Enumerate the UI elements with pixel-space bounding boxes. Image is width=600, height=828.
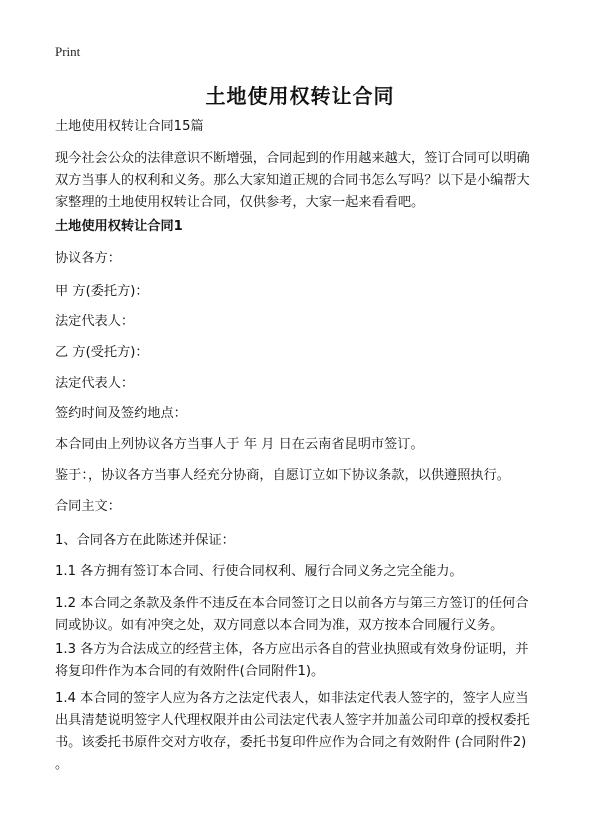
clause-line: 书。该委托书原件交对方收存，委托书复印件应作为合同之有效附件 (合同附件2) [55,735,527,750]
party-a: 甲 方(委托方)： [55,284,149,299]
intro-paragraph [55,148,555,214]
print-link[interactable]: Print [55,44,81,59]
intro-line: 现今社会公众的法律意识不断增强，合同起到的作用越来越大，签订合同可以明确 [55,151,530,166]
sign-statement: 本合同由上列协议各方当事人于 年 月 日在云南省昆明市签订。 [55,437,424,452]
party-b: 乙 方(受托方)： [55,345,149,360]
clause-line: 1.3 各方为合法成立的经营主体，各方应出示各自的营业执照或有效身份证明，并 [55,642,529,657]
intro-line: 双方当事人的权利和义务。那么大家知道正规的合同书怎么写吗？以下是小编帮大 [55,173,530,188]
clause-1-1: 1.1 各方拥有签订本合同、行使合同权利、履行合同义务之完全能力。 [55,564,463,579]
section-heading: 土地使用权转让合同1 [55,219,183,234]
whereas-clause: 鉴于：，协议各方当事人经充分协商，自愿订立如下协议条款，以供遵照执行。 [55,468,510,483]
body-label: 合同主文： [55,499,121,514]
clause-line: 出具清楚说明签字人代理权限并由公司法定代表人签字并加盖公司印章的授权委托 [55,713,530,728]
clause-1-2 [55,593,555,637]
document-subtitle: 土地使用权转让合同15篇 [55,119,204,134]
clause-1-4 [55,688,555,776]
sign-time-place: 签约时间及签约地点： [55,406,187,421]
parties-label: 协议各方： [55,251,121,266]
legal-rep-b: 法定代表人： [55,376,135,391]
intro-line: 家整理的土地使用权转让合同，仅供参考，大家一起来看看吧。 [55,195,425,210]
clause-line: 将复印件作为本合同的有效附件(合同附件1)。 [55,664,325,679]
page-title: 土地使用权转让合同 [205,84,395,108]
clause-line: 同或协议。如有冲突之处，双方同意以本合同为准，双方按本合同履行义务。 [55,618,504,633]
clause-1: 1、合同各方在此陈述并保证： [55,533,235,548]
legal-rep-a: 法定代表人： [55,314,135,329]
clause-1-3 [55,639,555,683]
clause-line: 1.2 本合同之条款及条件不违反在本合同签订之日以前各方与第三方签订的任何合 [55,596,529,611]
clause-line: 1.4 本合同的签字人应为各方之法定代表人，如非法定代表人签字的，签字人应当 [55,691,529,706]
clause-line: 。 [55,757,69,772]
